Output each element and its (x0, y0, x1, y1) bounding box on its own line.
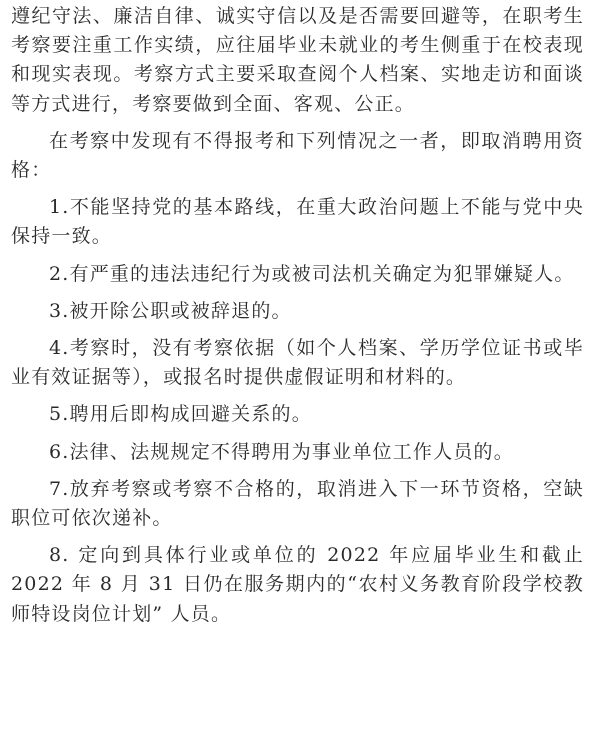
list-item-3: 3.被开除公职或被辞退的。 (49, 299, 292, 322)
list-item-1: 1.不能坚持党的基本路线，在重大政治问题上不能与党中央保持一致。 (11, 196, 584, 248)
list-item-4: 4.考察时，没有考察依据（如个人档案、学历学位证书或毕业有效证据等），或报名时提供虚假证明和材料的。 (11, 337, 584, 389)
paragraph-disqualification-intro: 在考察中发现有不得报考和下列情况之一者，即取消聘用资格： (11, 129, 584, 182)
list-item-7: 7.放弃考察或考察不合格的，取消进入下一环节资格，空缺职位可依次递补。 (11, 477, 584, 530)
list-item-6: 6.法律、法规规定不得聘用为事业单位工作人员的。 (49, 440, 514, 463)
list-item-8: 8. 定向到具体行业或单位的 2022 年应届毕业生和截止 2022 年 8 月 31 日仍在服务期内的“农村义务教育阶段学校教师特设岗位计划” 人员。 (11, 544, 584, 625)
list-item-5: 5.聘用后即构成回避关系的。 (49, 403, 312, 426)
list-item-2: 2.有严重的违法违纪行为或被司法机关确定为犯罪嫌疑人。 (49, 262, 575, 285)
paragraph-continuation: 遵纪守法、廉洁自律、诚实守信以及是否需要回避等，在职考生考察要注重工作实绩，应往届毕业未就业的考生侧重于在校表现和现实表现。考察方式主要采取查阅个人档案、实地走访和面谈等方式进行，考察要做到全面、客观、公正。 (11, 5, 584, 115)
